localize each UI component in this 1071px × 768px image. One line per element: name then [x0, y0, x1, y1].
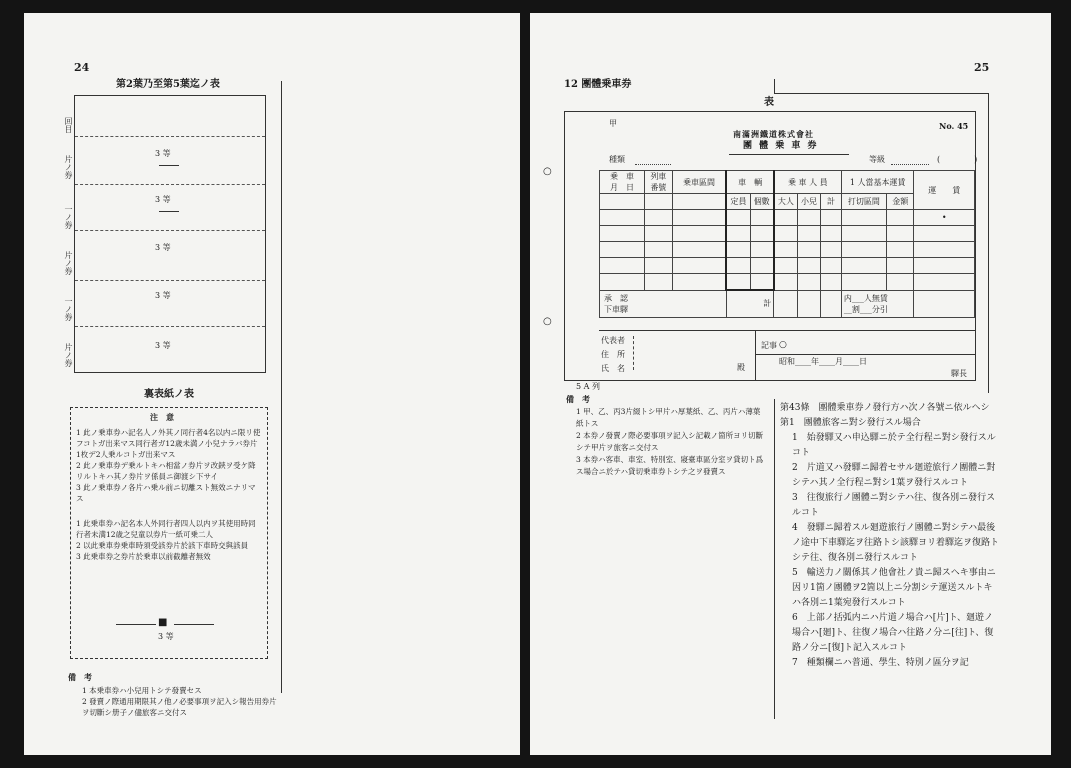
side-label-5: 一ノ券: [64, 297, 73, 321]
side-label-4: 片ノ券: [64, 251, 73, 275]
issue-date-line: 昭和____年____月____日: [779, 357, 867, 366]
stub-sheet: [74, 95, 266, 373]
right-remarks: [576, 406, 764, 478]
note-2: 2 此ノ乗車券デ乗ルトキハ相當ノ券片ヲ改鋏ヲ受ケ降リルトキハ其ノ券片ヲ係員ニ御渡シ下サイ: [76, 461, 256, 481]
note-3: 3 此ノ乗車券ノ各片ハ乗ル前ニ切離スト無效ニナリマス: [76, 483, 256, 503]
note-4: 1 此乗車券ハ記名本人外同行者四人以内ヲ其使用時同行者未満12歳之兒童以券片一紙可乗二人: [76, 519, 256, 539]
regulations-text: [780, 401, 1000, 671]
class-label: 等級: [869, 155, 885, 164]
heading-tick: [774, 79, 775, 93]
representative-block: 代表者 住 所 氏 名: [601, 336, 625, 373]
stub-class-5: 3 等: [155, 341, 171, 350]
right-remarks-heading: 備 考: [566, 394, 590, 404]
back-cover-notes: [76, 427, 262, 562]
col-fare: 運 賃: [914, 171, 975, 210]
col-base-fare: 1 人當基本運賃: [841, 171, 914, 194]
left-remarks-heading: 備 考: [68, 672, 92, 682]
fare-table: 乗 車 月 日 列車 番號 乗車區間 車 輌 乗 車 人 員 1 人當基本運賃 運 賃 定員 個數 大人 小兒 計 打切區間 金額 • 承 認 下車驛 計 内___人無賃 __割___分引: [599, 170, 975, 318]
right-remark-1: 1 甲、乙、丙3片綴トシ甲片ハ厚葉紙、乙、丙片ハ薄葉紙トス: [576, 407, 761, 428]
note-1: 1 此ノ乗車券ハ記名人ノ外其ノ同行者4名以内ニ限リ使フコトガ出来マス同行者ガ12歳未満ノ小兒ナラバ券片1枚デ2人乗ルコトガ出来マス: [76, 428, 261, 459]
reg-item-4: 4 發驛ニ歸着スル廻遊旅行ノ團體ニ對シテハ最後ノ途中下車驛迄ヲ往路トシ該驛ヨリ着驛迄ヲ復路トシテ往、復各別ニ發行スルコト: [792, 523, 1000, 563]
tono-label: 殿: [737, 363, 745, 372]
left-remark-1: 1 本乗車券ハ小兒用トシテ發賣セス: [82, 686, 202, 695]
total-label: 計: [726, 290, 773, 317]
part-label: 甲: [609, 119, 617, 128]
heading-right-rule: [988, 93, 989, 393]
left-page: [24, 13, 520, 755]
article-43: 第43條 團體乗車券ノ發行方ハ次ノ各號ニ依ルヘシ: [780, 403, 990, 413]
left-page-number: 24: [74, 61, 90, 74]
reg-item-6: 6 上部ノ括弧内ニハ片道ノ場合ハ[片]ト、廻遊ノ場合ハ[廻]ト、往復ノ場合ハ往路ノ分ニ[往]ト、復路ノ分ニ[復]ト記入スルコト: [792, 613, 994, 653]
col-car: 車 輌: [726, 171, 773, 194]
stub-mark-1: [159, 165, 179, 166]
col-passengers: 乗 車 人 員: [774, 171, 842, 194]
discount-cell: 内___人無賃 __割___分引: [841, 290, 914, 317]
right-remark-3: 3 本券ハ客車、車室、特別室、寢臺車區分室ヲ貸切ト爲ス場合ニ於テハ貸切乗車券トシテ之ヲ發賣ス: [576, 455, 764, 476]
col-section: 乗車區間: [672, 171, 726, 194]
ticket-name: 團 體 乗 車 券: [743, 141, 819, 151]
note-5: 2 以此乗車券乗車時須受該券片於該下車時交與該員: [76, 541, 249, 550]
reg-item-7: 7 種類欄ニハ普通、學生、特別ノ區分ヲ記: [792, 658, 969, 668]
side-label-1: 回目: [64, 117, 73, 133]
ticket-number: No. 45: [939, 121, 969, 131]
emblem-line-right: [174, 624, 214, 625]
reg-item-5: 5 輸送力ノ關係其ノ他會社ノ貴ニ歸スヘキ事由ニ因リ1箇ノ團體ヲ2箇以上ニ分割シテ運送スルトキハ各別ニ1葉宛發行スルコト: [792, 568, 996, 608]
notes-heading: 注 意: [150, 412, 174, 422]
stamp-circle-icon: ○: [779, 340, 787, 350]
col-train: 列車 番號: [645, 171, 672, 194]
note-6: 3 此乗車券之券片於乗車以前截離者無效: [76, 552, 211, 561]
section-title: 12 團體乗車券: [564, 79, 632, 90]
reg-item-2: 2 片道又ハ發驛ニ歸着セサル廻遊旅行ノ團體ニ對シテハ其ノ全行程ニ對シ1葉ヲ發行スルコト: [792, 463, 996, 488]
tables-2-5-title: 第2葉乃至第5葉迄ノ表: [116, 79, 220, 90]
heading-rule: [774, 93, 988, 94]
side-label-3: 一ノ券: [64, 205, 73, 229]
transfer-station: 承 認 下車驛: [600, 290, 727, 317]
class-paren: ( ): [937, 155, 984, 164]
stub-class-2: 3 等: [155, 195, 171, 204]
stub-mark-2: [159, 211, 179, 212]
kind-label: 種類: [609, 155, 625, 164]
side-label-6: 片ノ券: [64, 343, 73, 367]
reg-item-3: 3 往復旅行ノ團體ニ對シテハ往、復各別ニ發行スルコト: [792, 493, 996, 518]
stub-class-1: 3 等: [155, 149, 171, 158]
size-note: 5 A 列: [576, 382, 600, 391]
form-heading: 表: [764, 97, 774, 108]
fare-dot: •: [914, 210, 975, 226]
stub-class-4: 3 等: [155, 291, 171, 300]
reg-part-1: 第1 團體旅客ニ對シ發行スル場合: [780, 418, 921, 428]
stamp-label: 記事: [761, 341, 777, 350]
emblem-line-left: [116, 624, 156, 625]
left-remarks: [82, 685, 282, 718]
ticket-form: [543, 111, 984, 381]
company-name: 南滿洲鐵道株式會社: [733, 129, 814, 139]
back-cover-title: 裏表紙ノ表: [144, 389, 194, 400]
reg-item-1: 1 始發驛又ハ申込驛ニ於テ全行程ニ對シ發行スルコト: [792, 433, 996, 458]
emblem-class: 3 等: [158, 632, 174, 641]
right-page: [530, 13, 1051, 755]
binding-hole-top-icon: ○: [543, 166, 552, 177]
right-remark-2: 2 本券ノ發賣ノ際必要事項ヲ記入シ記載ノ箇所ヨリ切斷シテ甲片ヲ旅客ニ交付ス: [576, 431, 764, 452]
binding-hole-bottom-icon: ○: [543, 316, 552, 327]
page-divider-line: [281, 81, 282, 693]
column-divider: [774, 399, 775, 719]
side-label-2: 片ノ券: [64, 155, 73, 179]
col-date: 乗 車 月 日: [600, 171, 645, 194]
ticket-name-rule: [729, 154, 849, 155]
emblem-square-icon: ■: [158, 617, 168, 628]
stub-class-3: 3 等: [155, 243, 171, 252]
station-chief-label: 驛長: [951, 369, 967, 378]
right-page-number: 25: [974, 61, 990, 74]
left-remark-2: 2 發賣ノ際通用期限其ノ他ノ必要事項ヲ記入シ報告用券片ヲ切斷シ册子ノ儘旅客ニ交付ス: [82, 697, 277, 717]
